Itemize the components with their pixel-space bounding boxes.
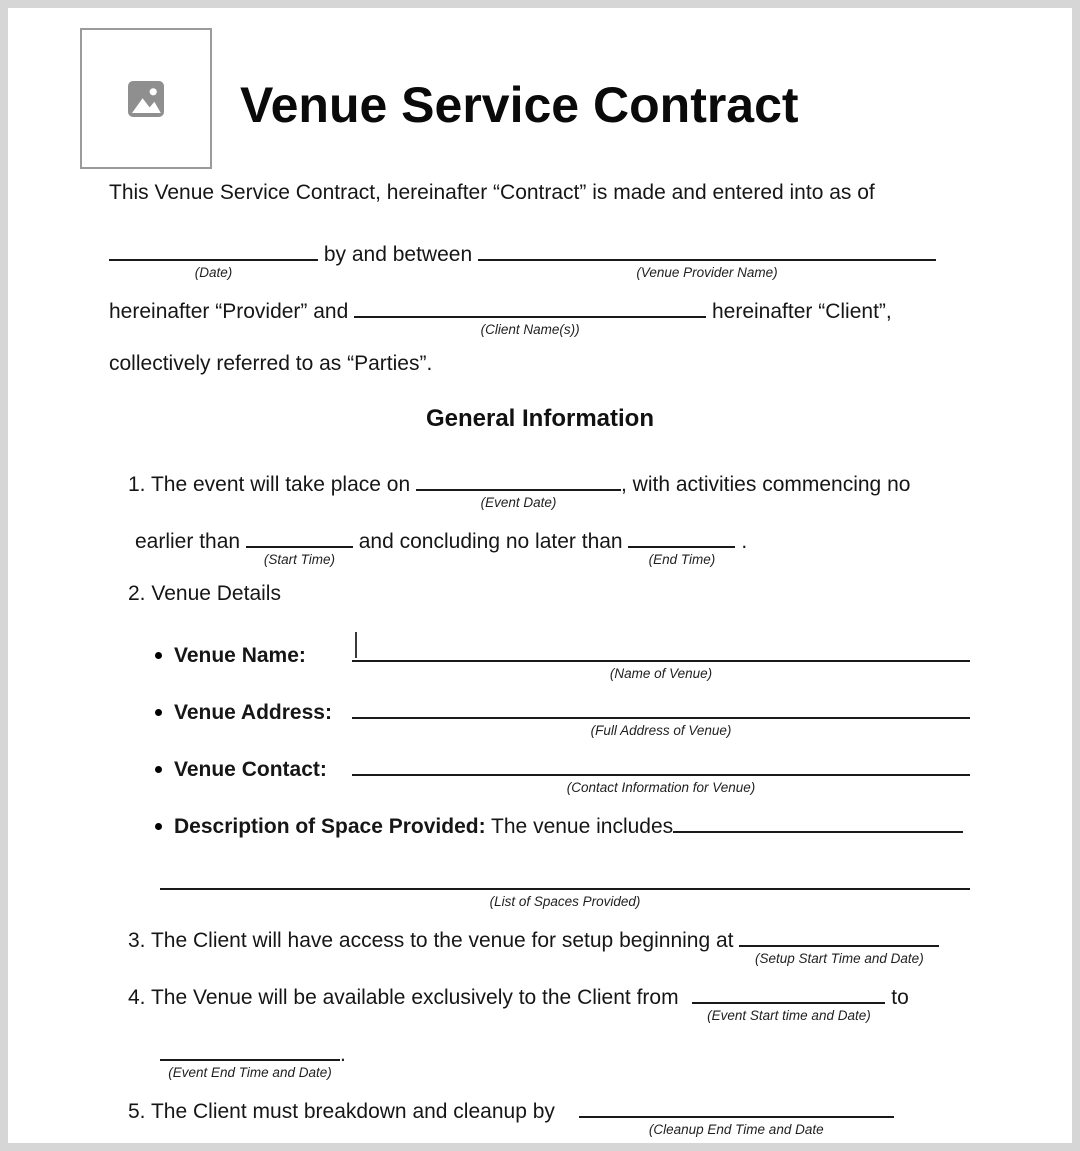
text-cursor [355, 632, 357, 658]
setup-start-field-label: (Setup Start Time and Date) [754, 951, 924, 966]
date-field[interactable] [109, 237, 318, 280]
client-field-label: (Client Name(s)) [480, 322, 580, 337]
contract-page [8, 8, 1072, 1143]
event-start-field[interactable] [692, 980, 885, 1023]
logo-placeholder[interactable] [80, 28, 212, 169]
item-number: 2. [128, 582, 146, 605]
bullet-icon [155, 652, 162, 659]
item-4-line-1 [128, 980, 909, 1023]
date-field-label: (Date) [194, 265, 233, 280]
item-4-text-1: The Venue will be available exclusively to the Client from [150, 986, 679, 1009]
item-1-text-1: The event will take place on [150, 473, 411, 496]
bullet-description [155, 809, 963, 840]
item-4-text-2: to [891, 986, 909, 1009]
item-2-line [128, 581, 281, 607]
cleanup-end-field[interactable] [579, 1094, 894, 1137]
venue-address-field[interactable] [352, 695, 970, 738]
intro-line-4 [109, 351, 432, 377]
venue-contact-field[interactable] [352, 752, 970, 795]
cleanup-end-field-label: (Cleanup End Time and Date [648, 1122, 824, 1137]
item-5-line [128, 1094, 894, 1137]
item-5-text: The Client must breakdown and cleanup by [150, 1100, 555, 1123]
item-number: 4. [128, 986, 146, 1009]
bullet-icon [155, 823, 162, 830]
intro-line-3 [109, 294, 892, 337]
bullet-icon [155, 709, 162, 716]
item-3-text: The Client will have access to the venue for setup beginning at [150, 929, 734, 952]
image-placeholder-icon [122, 75, 170, 123]
description-label: Description of Space Provided: [174, 815, 486, 838]
item-1-text-2: , with activities commencing no [620, 473, 911, 496]
item-2-text: Venue Details [151, 582, 281, 605]
section-heading: General Information [425, 405, 655, 432]
intro-client-text: hereinafter “Client”, [711, 300, 892, 323]
intro-text-1: This Venue Service Contract, hereinafter “Contract” is made and entered into as of [109, 181, 875, 204]
event-date-field[interactable] [416, 467, 621, 510]
venue-contact-field-label: (Contact Information for Venue) [566, 780, 756, 795]
item-1-text-3: earlier than [135, 530, 241, 553]
bullet-icon [155, 766, 162, 773]
start-time-field-label: (Start Time) [263, 552, 335, 567]
spaces-list-field[interactable] [160, 866, 970, 909]
venue-name-label: Venue Name: [174, 644, 306, 667]
intro-text-4: collectively referred to as “Parties”. [109, 352, 433, 375]
venue-address-label: Venue Address: [174, 701, 332, 724]
bullet-description-line-2 [160, 866, 970, 909]
venue-contact-label: Venue Contact: [174, 758, 327, 781]
item-1-text-4: and concluding no later than [358, 530, 623, 553]
item-3-line [128, 923, 939, 966]
start-time-field[interactable] [246, 524, 353, 567]
end-time-field[interactable] [628, 524, 735, 567]
item-4-text-3: . [340, 1043, 346, 1066]
end-time-field-label: (End Time) [648, 552, 716, 567]
event-start-field-label: (Event Start time and Date) [707, 1008, 871, 1023]
venue-address-field-label: (Full Address of Venue) [590, 723, 732, 738]
item-1-line-1 [128, 467, 911, 510]
event-date-field-label: (Event Date) [480, 495, 557, 510]
item-number: 3. [128, 929, 146, 952]
bullet-venue-contact [155, 752, 970, 795]
event-end-field-label: (Event End Time and Date) [168, 1065, 332, 1080]
item-number: 1. [128, 473, 146, 496]
item-1-line-2 [135, 524, 748, 567]
item-number: 5. [128, 1100, 146, 1123]
intro-between-text: by and between [323, 243, 473, 266]
intro-provider-text: hereinafter “Provider” and [109, 300, 349, 323]
client-names-field[interactable] [354, 294, 706, 337]
event-end-field[interactable] [160, 1037, 340, 1080]
venue-name-field-label: (Name of Venue) [609, 666, 713, 681]
spaces-inline-field[interactable] [673, 809, 963, 833]
item-1-text-5: . [741, 530, 748, 553]
item-4-line-2 [160, 1037, 346, 1080]
spaces-list-field-label: (List of Spaces Provided) [489, 894, 641, 909]
document-title: Venue Service Contract [240, 77, 799, 133]
bullet-venue-address [155, 695, 970, 738]
venue-provider-name-field[interactable] [478, 237, 936, 280]
intro-line-1 [109, 180, 875, 206]
venue-name-field[interactable] [352, 638, 970, 681]
provider-field-label: (Venue Provider Name) [636, 265, 778, 280]
intro-line-2 [109, 237, 936, 280]
description-text: The venue includes [491, 815, 674, 838]
bullet-venue-name [155, 638, 970, 681]
setup-start-field[interactable] [739, 923, 939, 966]
